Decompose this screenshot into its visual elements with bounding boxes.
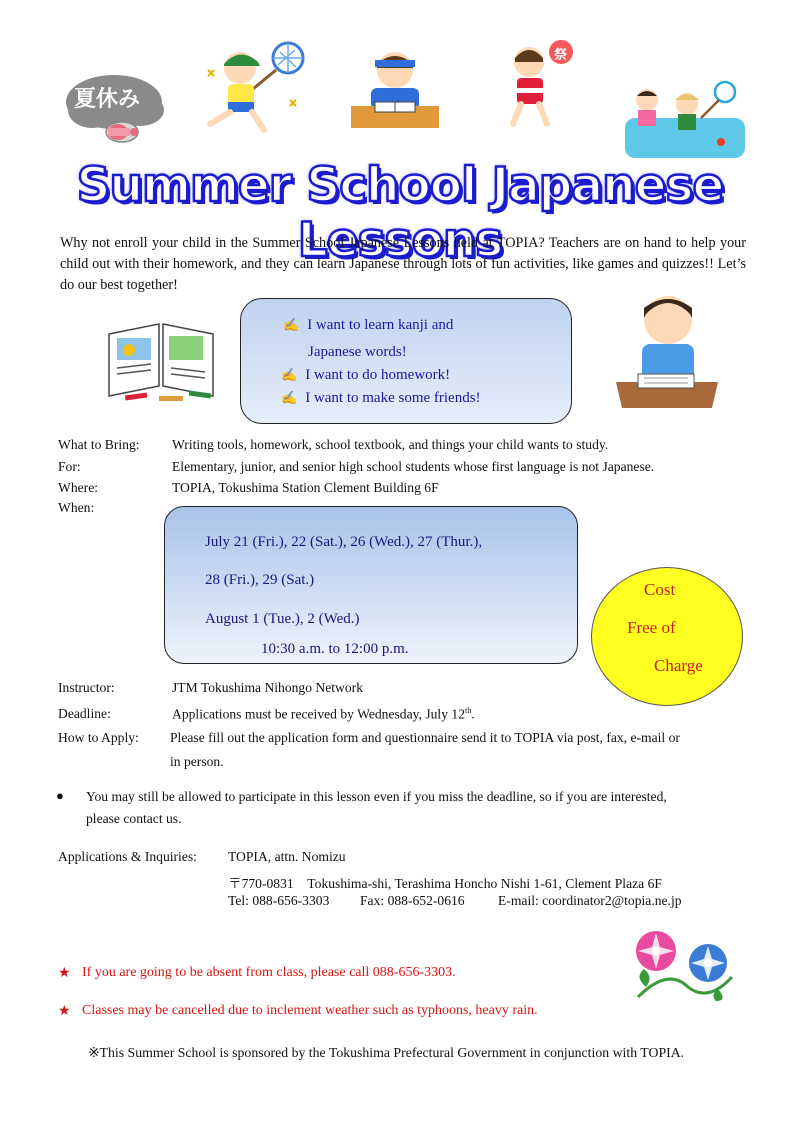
wishes-box	[240, 298, 572, 424]
bring-value: Writing tools, homework, school textbook, and things your child wants to study.	[172, 437, 609, 452]
warning-absent: If you are going to be absent from class, please call 088-656-3303.	[82, 965, 456, 980]
cost-line-3: Charge	[654, 656, 703, 675]
schedule-line-2: 28 (Fri.), 29 (Sat.)	[205, 572, 315, 588]
cost-badge	[591, 567, 743, 706]
warning-cancel: Classes may be cancelled due to inclement weather such as typhoons, heavy rain.	[82, 1003, 538, 1018]
boy-studying-illustration	[345, 42, 445, 132]
wish-kanji	[283, 317, 453, 334]
note-line-2: please contact us.	[86, 811, 182, 826]
apply-value-1: Please fill out the application form and questionnaire send it to TOPIA via post, fax, e-mail or	[170, 730, 680, 745]
apply-value-2: in person.	[170, 754, 224, 769]
morning-glory-illustration	[628, 927, 738, 1005]
schedule-time: 10:30 a.m. to 12:00 p.m.	[261, 641, 409, 657]
for-label: For:	[58, 459, 81, 474]
cost-line-1: Cost	[644, 580, 676, 599]
note-line-1: You may still be allowed to participate in this lesson even if you miss the deadline, so if you are interested,	[86, 789, 667, 804]
contact-name: TOPIA, attn. Nomizu	[228, 849, 346, 864]
note-bullet: ●	[56, 788, 64, 803]
wish-friends-text: I want to make some friends!	[305, 390, 481, 406]
where-label: Where:	[58, 480, 98, 495]
girl-festival-illustration	[495, 38, 580, 130]
apply-label: How to Apply:	[58, 730, 139, 745]
instructor-label: Instructor:	[58, 680, 115, 695]
contact-fax: Fax: 088-652-0616	[360, 893, 465, 908]
sponsor-footer: ※This Summer School is sponsored by the Tokushima Prefectural Government in conjunction with TOPIA.	[88, 1045, 685, 1060]
deadline-period: .	[471, 706, 475, 722]
contact-email[interactable]: E-mail: coordinator2@topia.ne.jp	[498, 893, 682, 908]
wish-homework	[281, 367, 450, 384]
pen-icon: ✍	[281, 367, 298, 382]
pen-icon: ✍	[281, 390, 298, 405]
for-value: Elementary, junior, and senior high school students whose first language is not Japanese.	[172, 459, 655, 474]
deadline-value	[172, 706, 475, 723]
boy-bug-net-illustration	[200, 40, 310, 135]
open-book-illustration	[105, 312, 217, 407]
deadline-label: Deadline:	[58, 706, 111, 721]
cost-line-2: Free of	[627, 618, 676, 637]
wish-friends	[281, 390, 481, 407]
deadline-sup: th	[465, 706, 472, 715]
schedule-line-1: July 21 (Fri.), 22 (Sat.), 26 (Wed.), 27 (Thur.),	[205, 534, 483, 550]
intro-paragraph: Why not enroll your child in the Summer School Japanese Lessons held at TOPIA? Teachers are on hand to help your child out with their homework, and they can learn Japanese through lots of fun activities, like games and quizzes!! Let’s do our best together!	[60, 235, 746, 293]
instructor-value: JTM Tokushima Nihongo Network	[172, 680, 363, 695]
wish-kanji-line1: I want to learn kanji and	[307, 317, 454, 333]
wish-homework-text: I want to do homework!	[305, 367, 451, 383]
warning-star-2: ★	[58, 1004, 71, 1019]
boy-writing-illustration	[612, 290, 722, 412]
deadline-text: Applications must be received by Wednesday, July 12	[172, 706, 465, 722]
kids-river-illustration	[625, 80, 745, 160]
wish-kanji-line2: Japanese words!	[308, 344, 407, 360]
contact-label: Applications & Inquiries:	[58, 849, 197, 864]
where-value: TOPIA, Tokushima Station Clement Building 6F	[172, 480, 439, 495]
summer-vacation-text: 夏休み	[74, 87, 141, 112]
schedule-box	[164, 506, 578, 664]
festival-fan-text: 祭	[554, 48, 568, 63]
bring-label: What to Bring:	[58, 437, 140, 452]
warning-star-1: ★	[58, 966, 71, 981]
contact-tel: Tel: 088-656-3303	[228, 893, 330, 908]
pen-icon: ✍	[283, 317, 300, 332]
page-title: Summer School Japanese Lessons	[76, 158, 724, 268]
schedule-line-3: August 1 (Tue.), 2 (Wed.)	[205, 611, 360, 627]
when-label: When:	[58, 500, 95, 515]
contact-address: 〒770-0831 Tokushima-shi, Terashima Honcho Nishi 1-61, Clement Plaza 6F	[228, 876, 662, 891]
